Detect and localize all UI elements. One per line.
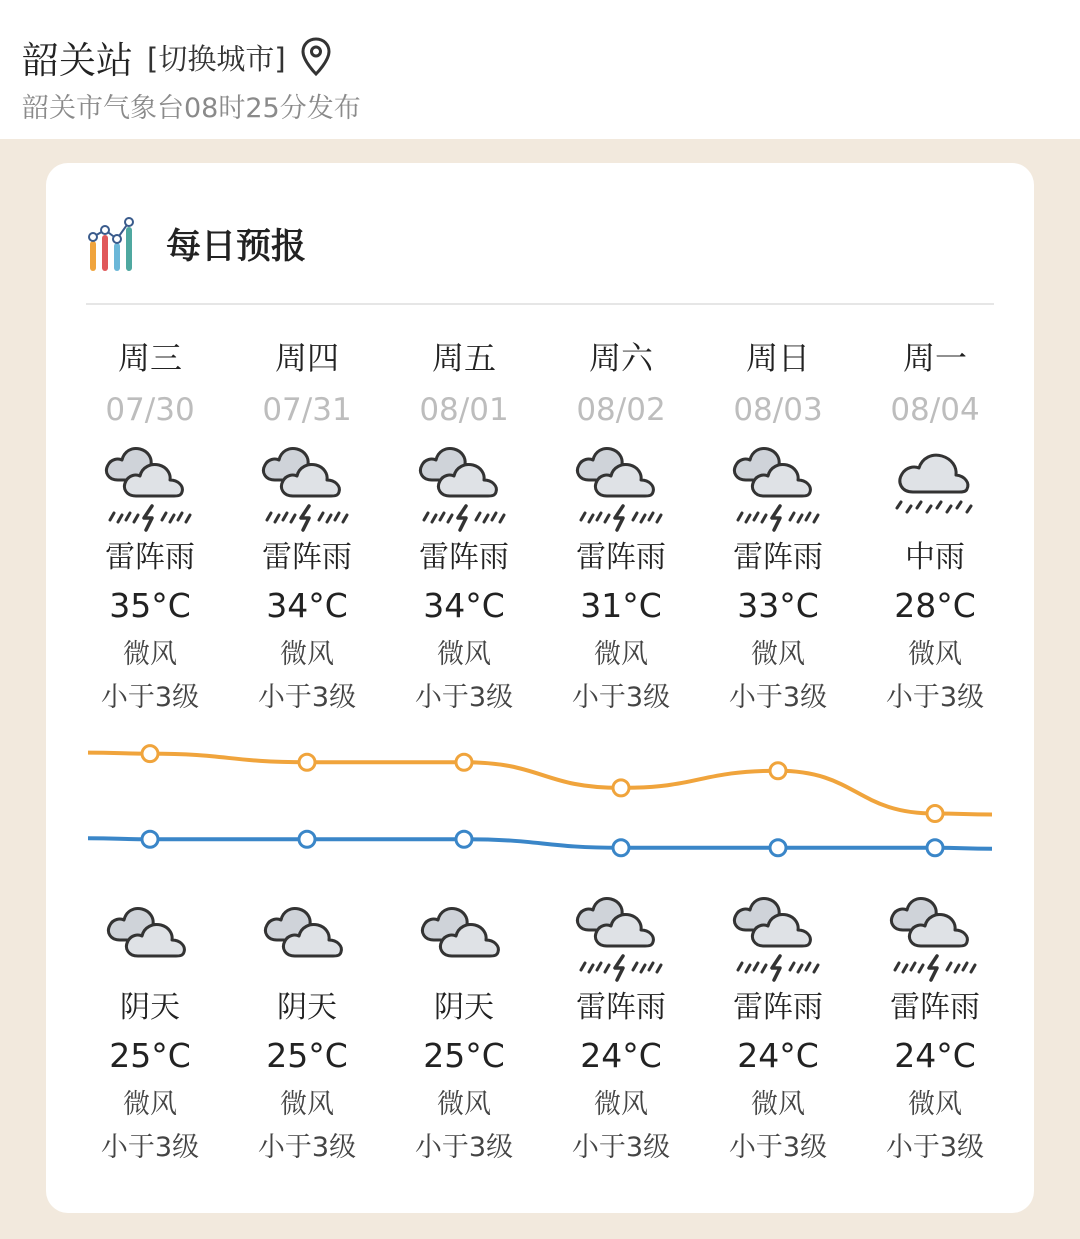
day-wind: 微风 (594, 639, 648, 670)
night-wind-level: 小于3级 (414, 1132, 514, 1163)
day-column (703, 336, 853, 718)
night-wind: 微风 (751, 1089, 805, 1120)
bar-chart-icon (86, 213, 144, 275)
night-wind-level: 小于3级 (571, 1132, 671, 1163)
low-temp: 24°C (737, 1036, 819, 1075)
publish-info: 韶关市气象台08时25分发布 (22, 93, 361, 124)
night-wind: 微风 (280, 1089, 334, 1120)
thunderstorm-icon (414, 434, 514, 534)
weekday-label: 周六 (588, 339, 653, 377)
day-wind-level: 小于3级 (571, 682, 671, 713)
date-label: 08/03 (733, 392, 823, 428)
card-title-row (86, 213, 306, 275)
low-temp: 25°C (109, 1036, 191, 1075)
night-condition: 阴天 (120, 990, 180, 1025)
weekday-label: 周三 (117, 339, 182, 377)
night-condition: 阴天 (277, 990, 337, 1025)
overcast-icon (414, 884, 514, 984)
weekday-label: 周日 (745, 339, 810, 377)
low-temp: 24°C (894, 1036, 976, 1075)
night-wind: 微风 (594, 1089, 648, 1120)
day-condition: 雷阵雨 (733, 540, 823, 575)
day-column (75, 336, 225, 718)
location-pin-icon[interactable] (298, 36, 334, 78)
day-wind: 微风 (437, 639, 491, 670)
date-label: 08/04 (890, 392, 980, 428)
day-condition: 雷阵雨 (419, 540, 509, 575)
weekday-label: 周一 (902, 339, 967, 377)
day-column (860, 336, 1010, 718)
night-column (703, 884, 853, 1168)
low-temp-point (927, 840, 943, 856)
night-column (75, 884, 225, 1168)
night-wind-level: 小于3级 (100, 1132, 200, 1163)
switch-city-button[interactable]: [切换城市] (147, 41, 286, 76)
weekday-label: 周五 (431, 339, 496, 377)
night-wind-level: 小于3级 (257, 1132, 357, 1163)
day-wind: 微风 (908, 639, 962, 670)
high-temp-point (927, 806, 943, 822)
thunderstorm-icon (885, 884, 985, 984)
thunderstorm-icon (571, 884, 671, 984)
day-condition: 雷阵雨 (262, 540, 352, 575)
header (0, 0, 1080, 139)
high-temp-point (142, 746, 158, 762)
overcast-icon (100, 884, 200, 984)
high-temp-point (613, 780, 629, 796)
station-name: 韶关站 (22, 39, 133, 82)
day-wind-level: 小于3级 (100, 682, 200, 713)
thunderstorm-icon (728, 434, 828, 534)
night-wind-level: 小于3级 (885, 1132, 985, 1163)
thunderstorm-icon (257, 434, 357, 534)
night-column (389, 884, 539, 1168)
day-condition: 中雨 (905, 540, 965, 575)
day-wind-level: 小于3级 (885, 682, 985, 713)
thunderstorm-icon (571, 434, 671, 534)
day-wind: 微风 (751, 639, 805, 670)
date-label: 08/01 (419, 392, 509, 428)
date-label: 08/02 (576, 392, 666, 428)
thunderstorm-icon (728, 884, 828, 984)
day-condition: 雷阵雨 (576, 540, 666, 575)
low-temp-point (456, 831, 472, 847)
night-condition: 阴天 (434, 990, 494, 1025)
day-wind: 微风 (123, 639, 177, 670)
day-column (546, 336, 696, 718)
station-row (22, 30, 334, 84)
night-condition: 雷阵雨 (733, 990, 823, 1025)
low-temp: 25°C (423, 1036, 505, 1075)
high-temp: 34°C (423, 586, 505, 625)
high-temp-line (88, 753, 992, 815)
high-temp: 34°C (266, 586, 348, 625)
day-column (232, 336, 382, 718)
card-title: 每日预报 (166, 227, 307, 267)
weekday-label: 周四 (274, 339, 339, 377)
low-temp-line (88, 838, 992, 849)
night-column (232, 884, 382, 1168)
high-temp-point (299, 754, 315, 770)
high-temp-point (456, 754, 472, 770)
day-wind-level: 小于3级 (414, 682, 514, 713)
day-wind-level: 小于3级 (257, 682, 357, 713)
night-column (546, 884, 696, 1168)
low-temp-point (613, 840, 629, 856)
high-temp: 28°C (894, 586, 976, 625)
high-temp: 33°C (737, 586, 819, 625)
day-column (389, 336, 539, 718)
low-temp-point (299, 831, 315, 847)
date-label: 07/30 (105, 392, 195, 428)
night-condition: 雷阵雨 (890, 990, 980, 1025)
night-wind: 微风 (908, 1089, 962, 1120)
night-condition: 雷阵雨 (576, 990, 666, 1025)
night-wind: 微风 (123, 1089, 177, 1120)
date-label: 07/31 (262, 392, 352, 428)
night-column (860, 884, 1010, 1168)
high-temp: 31°C (580, 586, 662, 625)
high-temp: 35°C (109, 586, 191, 625)
day-wind: 微风 (280, 639, 334, 670)
high-temp-point (770, 763, 786, 779)
night-wind: 微风 (437, 1089, 491, 1120)
low-temp-point (142, 831, 158, 847)
low-temp-point (770, 840, 786, 856)
temperature-chart (0, 720, 1080, 890)
moderate-rain-icon (885, 434, 985, 534)
low-temp: 24°C (580, 1036, 662, 1075)
day-condition: 雷阵雨 (105, 540, 195, 575)
divider (86, 303, 994, 305)
day-wind-level: 小于3级 (728, 682, 828, 713)
night-wind-level: 小于3级 (728, 1132, 828, 1163)
overcast-icon (257, 884, 357, 984)
low-temp: 25°C (266, 1036, 348, 1075)
thunderstorm-icon (100, 434, 200, 534)
